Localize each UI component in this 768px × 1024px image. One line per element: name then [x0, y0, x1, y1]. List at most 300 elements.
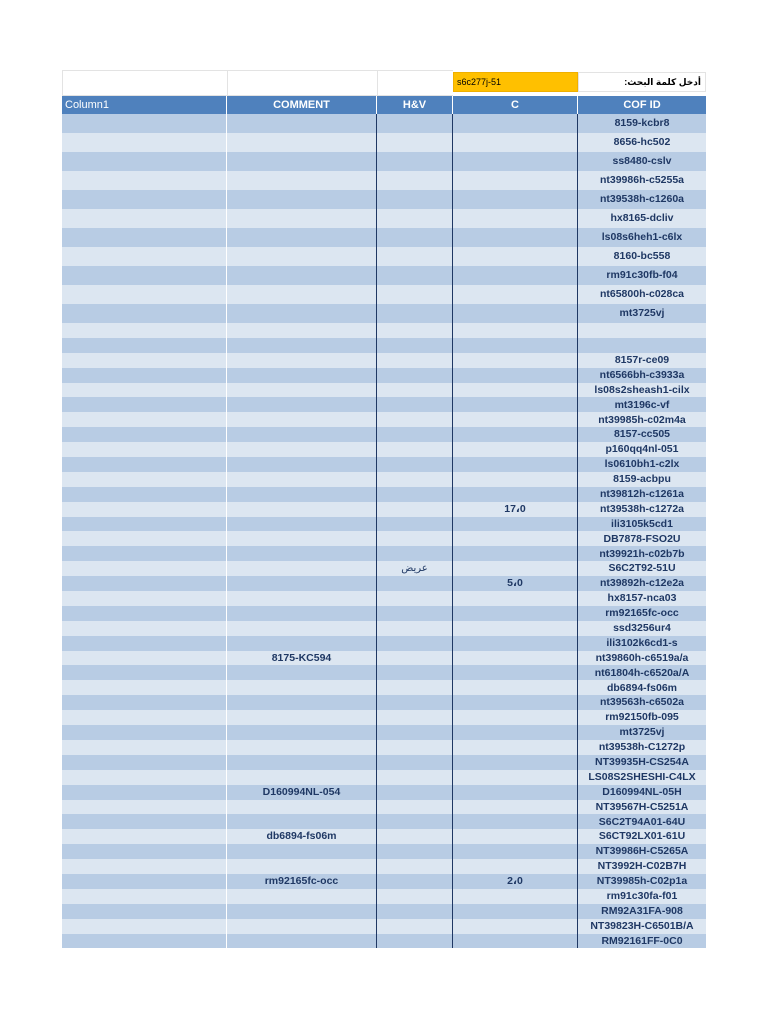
- header-comment[interactable]: COMMENT: [227, 96, 377, 114]
- cell-cof-id[interactable]: nt39538h-c1260a: [599, 193, 685, 206]
- cell-column1[interactable]: [62, 442, 227, 457]
- cell-hv[interactable]: [377, 829, 453, 844]
- cell-c[interactable]: [453, 710, 578, 725]
- cell-hv[interactable]: [377, 755, 453, 770]
- cell-comment[interactable]: rm92165fc-occ: [227, 874, 377, 889]
- cell-c[interactable]: [453, 904, 578, 919]
- cell-c[interactable]: [453, 228, 578, 247]
- cell-column1[interactable]: [62, 397, 227, 412]
- cell-column1[interactable]: [62, 368, 227, 383]
- cell-cof-id[interactable]: mt3725vj: [619, 726, 665, 739]
- cell-column1[interactable]: [62, 502, 227, 517]
- cell-comment[interactable]: [227, 247, 377, 266]
- table-body: [62, 114, 706, 948]
- table-row: [62, 228, 706, 247]
- cell-comment[interactable]: [227, 770, 377, 785]
- cell-c[interactable]: [453, 859, 578, 874]
- table-row: [62, 591, 706, 606]
- cell-hv[interactable]: [377, 740, 453, 755]
- cell-column1[interactable]: [62, 247, 227, 266]
- cell-cof-id[interactable]: 8159-acbpu: [613, 473, 671, 486]
- cell-cof-id[interactable]: [578, 323, 706, 338]
- cell-hv[interactable]: [377, 576, 453, 591]
- cell-comment[interactable]: [227, 531, 377, 546]
- cell-column1[interactable]: [62, 651, 227, 666]
- cell-column1[interactable]: [62, 695, 227, 710]
- cell-cof-id[interactable]: ls0610bh1-c2lx: [604, 458, 680, 471]
- cell-column1[interactable]: [62, 353, 227, 368]
- cell-comment[interactable]: [227, 725, 377, 740]
- cell-cof-id[interactable]: mt3196c-vf: [614, 398, 670, 411]
- cell-comment[interactable]: [227, 285, 377, 304]
- table-row: [62, 651, 706, 666]
- cell-cof-id[interactable]: NT39567H-C5251A: [595, 800, 689, 813]
- cell-hv[interactable]: [377, 725, 453, 740]
- cell-c[interactable]: [453, 338, 578, 353]
- cell-column1[interactable]: [62, 472, 227, 487]
- cell-hv[interactable]: [377, 323, 453, 338]
- cell-column1[interactable]: [62, 338, 227, 353]
- cell-column1[interactable]: [62, 829, 227, 844]
- cell-c[interactable]: [453, 844, 578, 859]
- cell-c[interactable]: [453, 725, 578, 740]
- cell-column1[interactable]: [62, 209, 227, 228]
- cell-c[interactable]: [453, 814, 578, 829]
- cell-column1[interactable]: [62, 561, 227, 576]
- cell-hv[interactable]: عريض: [377, 561, 453, 576]
- cell-column1[interactable]: [62, 152, 227, 171]
- cell-c[interactable]: 17،0: [453, 502, 578, 517]
- cell-c[interactable]: [453, 740, 578, 755]
- empty-cell[interactable]: [227, 70, 377, 96]
- cell-hv[interactable]: [377, 591, 453, 606]
- cell-hv[interactable]: [377, 651, 453, 666]
- cell-hv[interactable]: [377, 889, 453, 904]
- cell-hv[interactable]: [377, 800, 453, 815]
- cell-hv[interactable]: [377, 397, 453, 412]
- cell-hv[interactable]: [377, 457, 453, 472]
- empty-cell[interactable]: [377, 70, 453, 96]
- table-row: [62, 740, 706, 755]
- cell-c[interactable]: [453, 133, 578, 152]
- cell-c[interactable]: [453, 889, 578, 904]
- cell-column1[interactable]: [62, 621, 227, 636]
- cell-column1[interactable]: [62, 487, 227, 502]
- cell-hv[interactable]: [377, 874, 453, 889]
- cell-comment[interactable]: [227, 665, 377, 680]
- cell-column1[interactable]: [62, 785, 227, 800]
- cell-comment[interactable]: [227, 502, 377, 517]
- cell-cof-id[interactable]: nt39986h-c5255a: [599, 174, 685, 187]
- cell-cof-id[interactable]: NT39823H-C6501B/A: [590, 919, 694, 932]
- table-row: [62, 576, 706, 591]
- cell-comment[interactable]: [227, 487, 377, 502]
- cell-hv[interactable]: [377, 502, 453, 517]
- cell-comment[interactable]: [227, 457, 377, 472]
- cell-hv[interactable]: [377, 472, 453, 487]
- search-input[interactable]: s6c277j-51: [453, 72, 578, 92]
- cell-comment[interactable]: [227, 695, 377, 710]
- cell-hv[interactable]: [377, 531, 453, 546]
- cell-comment[interactable]: [227, 397, 377, 412]
- cell-hv[interactable]: [377, 934, 453, 949]
- cell-cof-id[interactable]: nt6566bh-c3933a: [599, 368, 685, 381]
- cell-cof-id[interactable]: nt61804h-c6520a/A: [594, 666, 690, 679]
- header-column1[interactable]: Column1: [62, 96, 227, 114]
- cell-cof-id[interactable]: ili3105k5cd1: [611, 517, 673, 530]
- cell-hv[interactable]: [377, 209, 453, 228]
- header-hv[interactable]: H&V: [377, 96, 453, 114]
- cell-column1[interactable]: [62, 576, 227, 591]
- cell-c[interactable]: [453, 442, 578, 457]
- cell-c[interactable]: 2،0: [453, 874, 578, 889]
- cell-cof-id[interactable]: nt65800h-c028ca: [599, 288, 685, 301]
- cell-c[interactable]: [453, 285, 578, 304]
- cell-cof-id[interactable]: NT39986H-C5265A: [595, 845, 689, 858]
- cell-column1[interactable]: [62, 591, 227, 606]
- cell-comment[interactable]: [227, 323, 377, 338]
- cell-column1[interactable]: [62, 171, 227, 190]
- cell-column1[interactable]: [62, 919, 227, 934]
- cell-hv[interactable]: [377, 785, 453, 800]
- header-cof-id[interactable]: COF ID: [623, 99, 661, 111]
- cell-comment[interactable]: [227, 755, 377, 770]
- cell-column1[interactable]: [62, 680, 227, 695]
- cell-hv[interactable]: [377, 171, 453, 190]
- cell-cof-id[interactable]: nt39921h-c02b7b: [599, 547, 685, 560]
- cell-cof-id[interactable]: ssd3256ur4: [613, 622, 671, 634]
- cell-comment[interactable]: [227, 133, 377, 152]
- cell-comment[interactable]: [227, 919, 377, 934]
- cell-column1[interactable]: [62, 114, 227, 133]
- cell-column1[interactable]: [62, 190, 227, 209]
- cell-cof-id[interactable]: nt39892h-c12e2a: [599, 577, 685, 590]
- table-row: [62, 397, 706, 412]
- cell-c[interactable]: [453, 621, 578, 636]
- cell-comment[interactable]: [227, 800, 377, 815]
- cell-cof-id[interactable]: 8157r-ce09: [614, 353, 670, 366]
- cell-column1[interactable]: [62, 266, 227, 285]
- cell-c[interactable]: [453, 695, 578, 710]
- cell-comment[interactable]: [227, 606, 377, 621]
- cell-hv[interactable]: [377, 770, 453, 785]
- cell-hv[interactable]: [377, 338, 453, 353]
- table-row: [62, 427, 706, 442]
- cell-column1[interactable]: [62, 304, 227, 323]
- cell-c[interactable]: [453, 397, 578, 412]
- cell-column1[interactable]: [62, 874, 227, 889]
- table-row: [62, 368, 706, 383]
- cell-column1[interactable]: [62, 546, 227, 561]
- cell-c[interactable]: [453, 517, 578, 532]
- empty-cell[interactable]: [62, 70, 227, 96]
- cell-comment[interactable]: [227, 889, 377, 904]
- cell-column1[interactable]: [62, 457, 227, 472]
- cell-c[interactable]: [453, 323, 578, 338]
- cell-cof-id[interactable]: 8157-cc505: [613, 428, 671, 441]
- cell-cof-id[interactable]: db6894-fs06m: [606, 681, 678, 694]
- cell-comment[interactable]: [227, 814, 377, 829]
- table-row: [62, 710, 706, 725]
- cell-c[interactable]: [453, 353, 578, 368]
- table-row: [62, 770, 706, 785]
- table-row: [62, 621, 706, 636]
- cell-hv[interactable]: [377, 383, 453, 398]
- cell-cof-id[interactable]: DB7878-FSO2U: [603, 532, 681, 545]
- table-row: [62, 934, 706, 949]
- cell-c[interactable]: [453, 561, 578, 576]
- cell-c[interactable]: [453, 457, 578, 472]
- cell-c[interactable]: [453, 665, 578, 680]
- cell-cof-id[interactable]: ls08s6heh1-c6lx: [601, 231, 683, 244]
- cell-cof-id[interactable]: nt39812h-c1261a: [599, 487, 685, 500]
- cell-comment[interactable]: [227, 740, 377, 755]
- cell-hv[interactable]: [377, 228, 453, 247]
- cell-cof-id[interactable]: LS08S2SHESHI-C4LX: [588, 770, 696, 783]
- cell-comment[interactable]: [227, 904, 377, 919]
- cell-comment[interactable]: [227, 190, 377, 209]
- cell-comment[interactable]: [227, 368, 377, 383]
- table-row: [62, 266, 706, 285]
- cell-cof-id[interactable]: rm92165fc-occ: [605, 607, 679, 620]
- cell-column1[interactable]: [62, 606, 227, 621]
- table-row: [62, 829, 706, 844]
- cell-column1[interactable]: [62, 133, 227, 152]
- cell-comment[interactable]: [227, 472, 377, 487]
- cell-cof-id[interactable]: S6CT92LX01-61U: [598, 830, 686, 843]
- cell-c[interactable]: [453, 266, 578, 285]
- cell-hv[interactable]: [377, 266, 453, 285]
- cell-cof-id[interactable]: RM92161FF-0C0: [601, 934, 683, 947]
- cell-hv[interactable]: [377, 919, 453, 934]
- cell-comment[interactable]: [227, 266, 377, 285]
- cell-column1[interactable]: [62, 427, 227, 442]
- cell-comment[interactable]: [227, 338, 377, 353]
- cell-c[interactable]: [453, 800, 578, 815]
- cell-column1[interactable]: [62, 859, 227, 874]
- cell-column1[interactable]: [62, 740, 227, 755]
- cell-cof-id[interactable]: hx8165-dcliv: [610, 212, 674, 225]
- cell-hv[interactable]: [377, 412, 453, 427]
- table-row: [62, 209, 706, 228]
- cell-comment[interactable]: [227, 442, 377, 457]
- cell-cof-id[interactable]: rm91c30fa-f01: [606, 890, 678, 903]
- cell-comment[interactable]: [227, 114, 377, 133]
- cell-column1[interactable]: [62, 636, 227, 651]
- cell-hv[interactable]: [377, 114, 453, 133]
- cell-hv[interactable]: [377, 487, 453, 502]
- cell-hv[interactable]: [377, 247, 453, 266]
- cell-hv[interactable]: [377, 133, 453, 152]
- cell-hv[interactable]: [377, 517, 453, 532]
- cell-cof-id[interactable]: S6C2T94A01-64U: [598, 815, 686, 828]
- cell-column1[interactable]: [62, 755, 227, 770]
- cell-cof-id[interactable]: rm92150fb-095: [605, 711, 679, 724]
- cell-column1[interactable]: [62, 904, 227, 919]
- cell-column1[interactable]: [62, 228, 227, 247]
- cell-c[interactable]: [453, 606, 578, 621]
- cell-column1[interactable]: [62, 531, 227, 546]
- table-row: [62, 874, 706, 889]
- cell-cof-id[interactable]: RM92A31FA-908: [601, 904, 683, 917]
- cell-column1[interactable]: [62, 383, 227, 398]
- cell-cof-id[interactable]: 8656-hc502: [613, 136, 671, 149]
- cell-comment[interactable]: [227, 304, 377, 323]
- cell-column1[interactable]: [62, 844, 227, 859]
- cell-c[interactable]: [453, 785, 578, 800]
- cell-comment[interactable]: [227, 621, 377, 636]
- cell-comment[interactable]: [227, 859, 377, 874]
- cell-comment[interactable]: [227, 680, 377, 695]
- cell-hv[interactable]: [377, 152, 453, 171]
- cell-column1[interactable]: [62, 889, 227, 904]
- cell-c[interactable]: [453, 829, 578, 844]
- cell-hv[interactable]: [377, 904, 453, 919]
- cell-hv[interactable]: [377, 285, 453, 304]
- cell-hv[interactable]: [377, 859, 453, 874]
- cell-hv[interactable]: [377, 636, 453, 651]
- cell-hv[interactable]: [377, 680, 453, 695]
- cell-comment[interactable]: [227, 517, 377, 532]
- cell-hv[interactable]: [377, 546, 453, 561]
- table-row: [62, 919, 706, 934]
- cell-cof-id[interactable]: nt39985h-c02m4a: [598, 413, 686, 426]
- cell-cof-id[interactable]: ili3102k6cd1-s: [606, 636, 678, 649]
- cell-c[interactable]: 5،0: [453, 576, 578, 591]
- cell-hv[interactable]: [377, 621, 453, 636]
- cell-hv[interactable]: [377, 442, 453, 457]
- cell-hv[interactable]: [377, 427, 453, 442]
- cell-hv[interactable]: [377, 368, 453, 383]
- table-row: [62, 502, 706, 517]
- cell-cof-id[interactable]: [578, 338, 706, 353]
- cell-comment[interactable]: [227, 383, 377, 398]
- cell-cof-id[interactable]: 8160-bc558: [613, 250, 671, 263]
- cell-cof-id[interactable]: S6C2T92-51U: [608, 562, 676, 575]
- cell-column1[interactable]: [62, 934, 227, 949]
- cell-hv[interactable]: [377, 710, 453, 725]
- cell-c[interactable]: [453, 680, 578, 695]
- cell-comment[interactable]: [227, 209, 377, 228]
- cell-hv[interactable]: [377, 844, 453, 859]
- cell-cof-id[interactable]: rm91c30fb-f04: [606, 269, 678, 282]
- cell-comment[interactable]: [227, 546, 377, 561]
- cell-hv[interactable]: [377, 304, 453, 323]
- cell-cof-id[interactable]: nt39538h-C1272p: [598, 741, 686, 754]
- cell-comment[interactable]: [227, 710, 377, 725]
- cell-c[interactable]: [453, 171, 578, 190]
- cell-c[interactable]: [453, 412, 578, 427]
- cell-hv[interactable]: [377, 695, 453, 710]
- cell-column1[interactable]: [62, 710, 227, 725]
- cell-column1[interactable]: [62, 285, 227, 304]
- cell-c[interactable]: [453, 651, 578, 666]
- cell-column1[interactable]: [62, 770, 227, 785]
- cell-comment[interactable]: [227, 636, 377, 651]
- cell-c[interactable]: [453, 247, 578, 266]
- cell-c[interactable]: [453, 209, 578, 228]
- table-row: [62, 412, 706, 427]
- cell-comment[interactable]: [227, 934, 377, 949]
- cell-column1[interactable]: [62, 814, 227, 829]
- cell-c[interactable]: [453, 152, 578, 171]
- cell-column1[interactable]: [62, 665, 227, 680]
- cell-comment[interactable]: [227, 228, 377, 247]
- cell-cof-id[interactable]: NT3992H-C02B7H: [597, 860, 687, 873]
- cell-hv[interactable]: [377, 814, 453, 829]
- header-c[interactable]: C: [453, 96, 578, 114]
- cell-comment[interactable]: [227, 576, 377, 591]
- table-row: [62, 561, 706, 576]
- cell-c[interactable]: [453, 531, 578, 546]
- cell-c[interactable]: [453, 770, 578, 785]
- cell-column1[interactable]: [62, 412, 227, 427]
- cell-comment[interactable]: [227, 427, 377, 442]
- cell-c[interactable]: [453, 919, 578, 934]
- cell-hv[interactable]: [377, 665, 453, 680]
- cell-c[interactable]: [453, 546, 578, 561]
- cell-comment[interactable]: [227, 171, 377, 190]
- cell-comment[interactable]: [227, 353, 377, 368]
- cell-c[interactable]: [453, 934, 578, 949]
- table-header: [62, 96, 706, 114]
- cell-comment[interactable]: [227, 561, 377, 576]
- cell-c[interactable]: [453, 368, 578, 383]
- cell-comment[interactable]: [227, 591, 377, 606]
- cell-cof-id[interactable]: NT39985h-C02p1a: [596, 875, 688, 888]
- table-row: [62, 338, 706, 353]
- cell-c[interactable]: [453, 114, 578, 133]
- cell-cof-id[interactable]: 8159-kcbr8: [614, 117, 670, 130]
- cell-c[interactable]: [453, 472, 578, 487]
- cell-cof-id[interactable]: ss8480-cslv: [612, 155, 672, 168]
- cell-column1[interactable]: [62, 800, 227, 815]
- cell-cof-id[interactable]: nt39538h-c1272a: [599, 502, 685, 515]
- cell-comment[interactable]: D160994NL-054: [227, 785, 377, 800]
- table-row: [62, 546, 706, 561]
- cell-c[interactable]: [453, 427, 578, 442]
- cell-c[interactable]: [453, 591, 578, 606]
- cell-column1[interactable]: [62, 517, 227, 532]
- cell-comment[interactable]: db6894-fs06m: [227, 829, 377, 844]
- cell-cof-id[interactable]: nt39860h-c6519a/a: [595, 651, 689, 664]
- cell-comment[interactable]: [227, 844, 377, 859]
- cell-c[interactable]: [453, 755, 578, 770]
- cell-cof-id[interactable]: NT39935H-CS254A: [595, 756, 689, 769]
- table-row: [62, 114, 706, 133]
- cell-c[interactable]: [453, 487, 578, 502]
- cell-c[interactable]: [453, 304, 578, 323]
- cell-cof-id[interactable]: hx8157-nca03: [607, 592, 677, 605]
- cell-comment[interactable]: [227, 412, 377, 427]
- cell-cof-id[interactable]: ls08s2sheash1-cilx: [594, 383, 690, 396]
- cell-cof-id[interactable]: nt39563h-c6502a: [599, 696, 685, 709]
- cell-cof-id[interactable]: p160qq4nl-051: [605, 443, 679, 456]
- cell-comment[interactable]: 8175-KC594: [227, 651, 377, 666]
- cell-c[interactable]: [453, 636, 578, 651]
- cell-hv[interactable]: [377, 353, 453, 368]
- cell-cof-id[interactable]: mt3725vj: [619, 307, 665, 320]
- cell-column1[interactable]: [62, 725, 227, 740]
- cell-c[interactable]: [453, 383, 578, 398]
- table-row: [62, 383, 706, 398]
- cell-hv[interactable]: [377, 190, 453, 209]
- cell-column1[interactable]: [62, 323, 227, 338]
- cell-c[interactable]: [453, 190, 578, 209]
- cell-comment[interactable]: [227, 152, 377, 171]
- cell-hv[interactable]: [377, 606, 453, 621]
- cell-cof-id[interactable]: D160994NL-05H: [602, 785, 682, 798]
